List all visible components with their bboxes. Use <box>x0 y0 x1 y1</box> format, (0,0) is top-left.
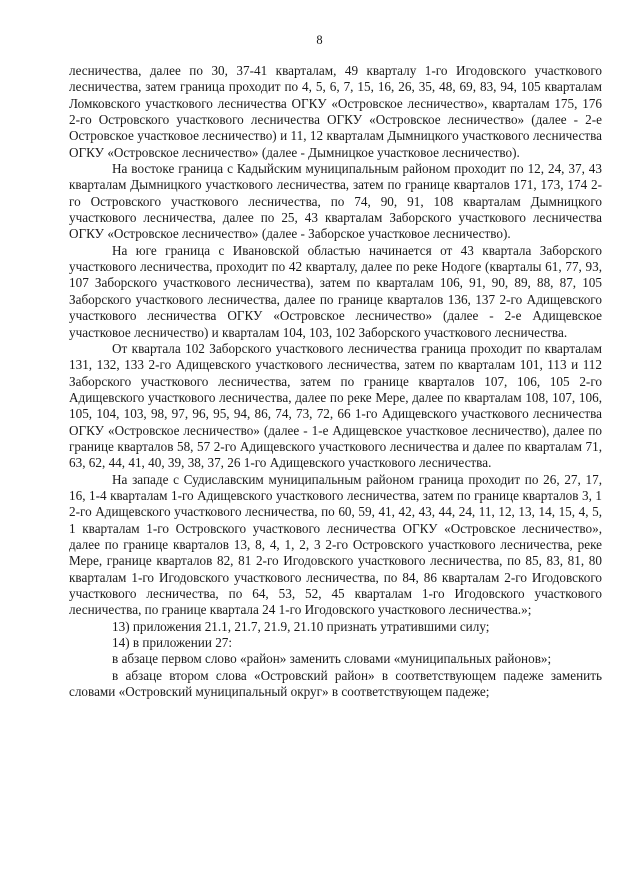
document-body <box>69 63 602 700</box>
list-item-13: 13) приложения 21.1, 21.7, 21.9, 21.10 признать утратившими силу; <box>112 618 490 634</box>
amendment-first-paragraph: в абзаце первом слово «район» заменить словами «муниципальных районов»; <box>112 651 552 667</box>
paragraph-east-boundary: На востоке граница с Кадыйским муниципальным районом проходит по 12, 24, 37, 43 кварталам Дымницкого участкового лесничества, затем по границе кварталов 171, 173, 174 2-го Островского участкового лесничества, по 74, 90, 91, 108 кварталам Дымницкого участкового лесничества, далее по 25, 43 кварталам Заборского участкового лесничества ОГКУ «Островское лесничество» (далее - Заборское участковое лесничество). <box>69 161 602 242</box>
paragraph-north-boundary-continued: лесничества, далее по 30, 37-41 кварталам, 49 кварталу 1-го Игодовского участкового лесничества, затем граница проходит по 4, 5, 6, 7, 15, 16, 26, 35, 48, 69, 83, 94, 105 кварталам Ломковского участкового лесничества ОГКУ «Островское лесничество», кварталам 175, 176 2-го Островского участкового лесничества ОГКУ «Островское лесничество» (далее - 2-е Островское участковое лесничество) и 11, 12 кварталам Дымницкого участкового лесничества ОГКУ «Островское лесничество» (далее - Дымницкое участковое лесничество). <box>69 63 602 160</box>
list-item-14: 14) в приложении 27: <box>112 635 233 651</box>
paragraph-west-boundary: На западе с Судиславским муниципальным районом граница проходит по 26, 27, 17, 16, 1-4 кварталам 1-го Адищевского участкового лесничества, затем по границе кварталов 3, 1 2-го Адищевского участкового лесничества, по 60, 59, 41, 42, 43, 44, 24, 11, 12, 13, 14, 15, 4, 5, 1 кварталам 1-го Островского участкового лесничества ОГКУ «Островское лесничество», далее по границе кварталов 13, 8, 4, 1, 2, 3 2-го Островского участкового лесничества, реке Мере, границе кварталов 82, 81 2-го Игодовского участкового лесничества, по 85, 83, 81, 80 кварталам 1-го Игодовского участкового лесничества, по 84, 86 кварталам 2-го Игодовского участкового лесничества, по 64, 53, 52, 45 кварталам 1-го Игодовского участкового лесничества, по границе квартала 24 1-го Игодовского участкового лесничества.»; <box>69 471 602 618</box>
paragraph-south-boundary: На юге граница с Ивановской областью начинается от 43 квартала Заборского участкового лесничества, проходит по 42 кварталу, далее по реке Нодоге (кварталы 61, 77, 93, 107 Заборского участкового лесничества), затем по кварталам 106, 91, 90, 89, 88, 87, 105 Заборского участкового лесничества, далее по границе кварталов 136, 137 2-го Адищевского участкового лесничества ОГКУ «Островское лесничество» (далее - 2-е Адищевское участковое лесничество) и кварталам 104, 103, 102 Заборского участкового лесничества. <box>69 242 602 340</box>
page-number: 8 <box>316 33 323 47</box>
paragraph-south-boundary-continued: От квартала 102 Заборского участкового лесничества граница проходит по кварталам 131, 132, 133 2-го Адищевского участкового лесничества, затем по кварталам 101, 113 и 112 Заборского участкового лесничества, затем по границе кварталов 107, 106, 105 2-го Адищевского участкового лесничества, далее по реке Мере, далее по кварталам 108, 107, 106, 105, 104, 103, 98, 97, 96, 95, 94, 86, 74, 73, 72, 66 1-го Адищевского участкового лесничества ОГКУ «Островское лесничество» (далее - 1-е Адищевское участковое лесничество), далее по границе кварталов 58, 57 2-го Адищевского участкового лесничества и далее по кварталам 71, 63, 62, 44, 41, 40, 39, 38, 37, 26 1-го Адищевского участкового лесничества. <box>69 340 602 471</box>
amendment-second-paragraph: в абзаце втором слова «Островский район» в соответствующем падеже заменить словами «Островский муниципальный округ» в соответствующем падеже; <box>69 667 602 700</box>
